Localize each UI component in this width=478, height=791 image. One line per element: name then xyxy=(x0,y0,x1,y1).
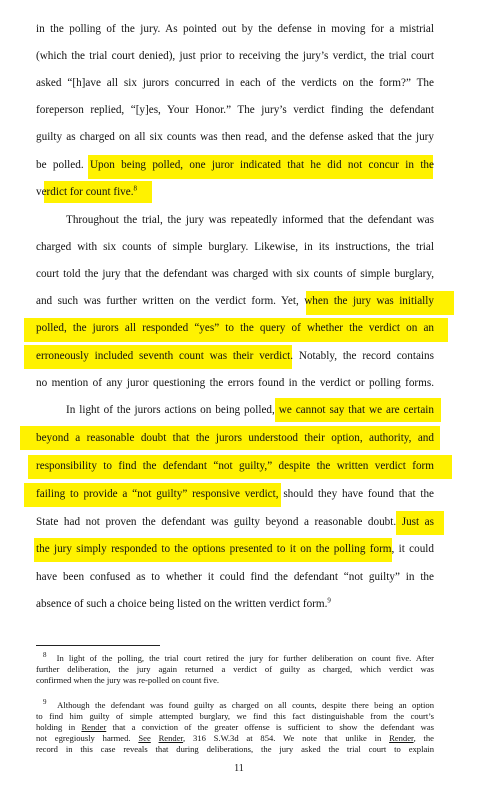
body-line-20: the jury simply responded to the options presented to it on the polling form, it could xyxy=(36,543,434,555)
body-line-7 xyxy=(36,185,434,199)
body-line-17: responsibility to find the defendant “not guilty,” despite the written verdict form xyxy=(36,460,434,472)
footnote-ref-9: 9 xyxy=(327,596,331,605)
fn9-render-cite-2: Render xyxy=(158,733,184,743)
body-line-3: asked “[h]ave all six jurors concurred in each of the verdicts on the form?” The xyxy=(36,77,434,89)
footnote-8-line-3: confirmed when the jury was re-polled on count five. xyxy=(36,675,220,685)
body-line-12: polled, the jurors all responded “yes” to the query of whether the verdict on an xyxy=(36,322,434,334)
fn9-see-signal: See xyxy=(138,733,151,743)
fn9-l4-b: , 316 S.W.3d at 854. We note that unlike in xyxy=(183,733,390,743)
fn9-l3-b: that a conviction of the greater offense is sufficient to show the defendant was xyxy=(106,722,434,732)
body-line-8: Throughout the trial, the jury was repeatedly informed that the defendant was xyxy=(66,214,434,226)
body-line-19: State had not proven the defendant was guilty beyond a reasonable doubt. Just as xyxy=(36,516,434,528)
footnote-8-marker: 8 xyxy=(43,651,47,660)
footnote-9-line-1-text: Although the defendant was found guilty as charged on all counts, despite there being an option xyxy=(57,700,434,710)
body-line-22-text: absence of such a choice being listed on the written verdict form. xyxy=(36,598,328,610)
footnote-8-line-2: further deliberation, the jury again returned a verdict of guilty as charged, which verdict was xyxy=(36,664,434,674)
footnote-8-line-1-text: In light of the polling, the trial court retired the jury for further deliberation on count five. After xyxy=(56,653,435,663)
body-line-15: In light of the jurors actions on being polled, we cannot say that we are certain xyxy=(66,404,434,416)
footnote-9-line-1 xyxy=(43,700,434,711)
footnote-9-line-4 xyxy=(36,733,434,744)
body-line-2: (which the trial court denied), just prior to receiving the jury’s verdict, the trial court xyxy=(36,50,434,62)
body-line-5: guilty as charged on all six counts was then read, and the defense asked that the jury xyxy=(36,131,434,143)
fn9-l4-c: , the xyxy=(413,733,434,743)
body-line-7-text: verdict for count five. xyxy=(36,186,134,198)
footnote-8-line-1 xyxy=(43,653,434,664)
body-line-22 xyxy=(36,597,434,611)
page-number: 11 xyxy=(234,763,244,774)
fn9-l4-sp xyxy=(151,733,159,743)
footnote-9-line-3 xyxy=(36,722,434,733)
body-line-18: failing to provide a “not guilty” responsive verdict, should they have found that the xyxy=(36,488,434,500)
fn9-render-cite-3: Render xyxy=(389,733,414,743)
body-line-4: foreperson replied, “[y]es, Your Honor.” The jury’s verdict finding the defendant xyxy=(36,104,434,116)
footnote-separator xyxy=(36,645,160,646)
body-line-10: court told the jury that the defendant was charged with six counts of simple burglary, xyxy=(36,268,434,280)
body-line-16: beyond a reasonable doubt that the jurors understood their option, authority, and xyxy=(36,432,434,444)
fn9-l4-a: not egregiously harmed. xyxy=(36,733,139,743)
footnote-ref-8: 8 xyxy=(133,184,138,193)
fn9-l3-a: holding in xyxy=(36,722,82,732)
body-line-1: in the polling of the jury. As pointed out by the defense in moving for a mistrial xyxy=(36,23,434,35)
fn9-render-cite-1: Render xyxy=(81,722,107,732)
body-line-9: charged with six counts of simple burglary. Likewise, in its instructions, the trial xyxy=(36,241,434,253)
body-line-21: have been confused as to whether it could find the defendant “not guilty” in the xyxy=(36,571,434,583)
body-line-11: and such was further written on the verdict form. Yet, when the jury was initially xyxy=(36,295,434,307)
body-line-14: no mention of any juror questioning the errors found in the verdict or polling forms. xyxy=(36,377,434,389)
body-line-6: be polled. Upon being polled, one juror indicated that he did not concur in the xyxy=(36,159,434,171)
footnote-9-line-5: record in this case reveals that during deliberations, the jury asked the trial court to explain xyxy=(36,744,434,754)
body-line-13: erroneously included seventh count was their verdict. Notably, the record contains xyxy=(36,350,434,362)
footnote-9-line-2: to find him guilty of simple attempted burglary, we find this fact distinguishable from the court’s xyxy=(36,711,434,721)
footnote-9-marker: 9 xyxy=(43,698,47,707)
